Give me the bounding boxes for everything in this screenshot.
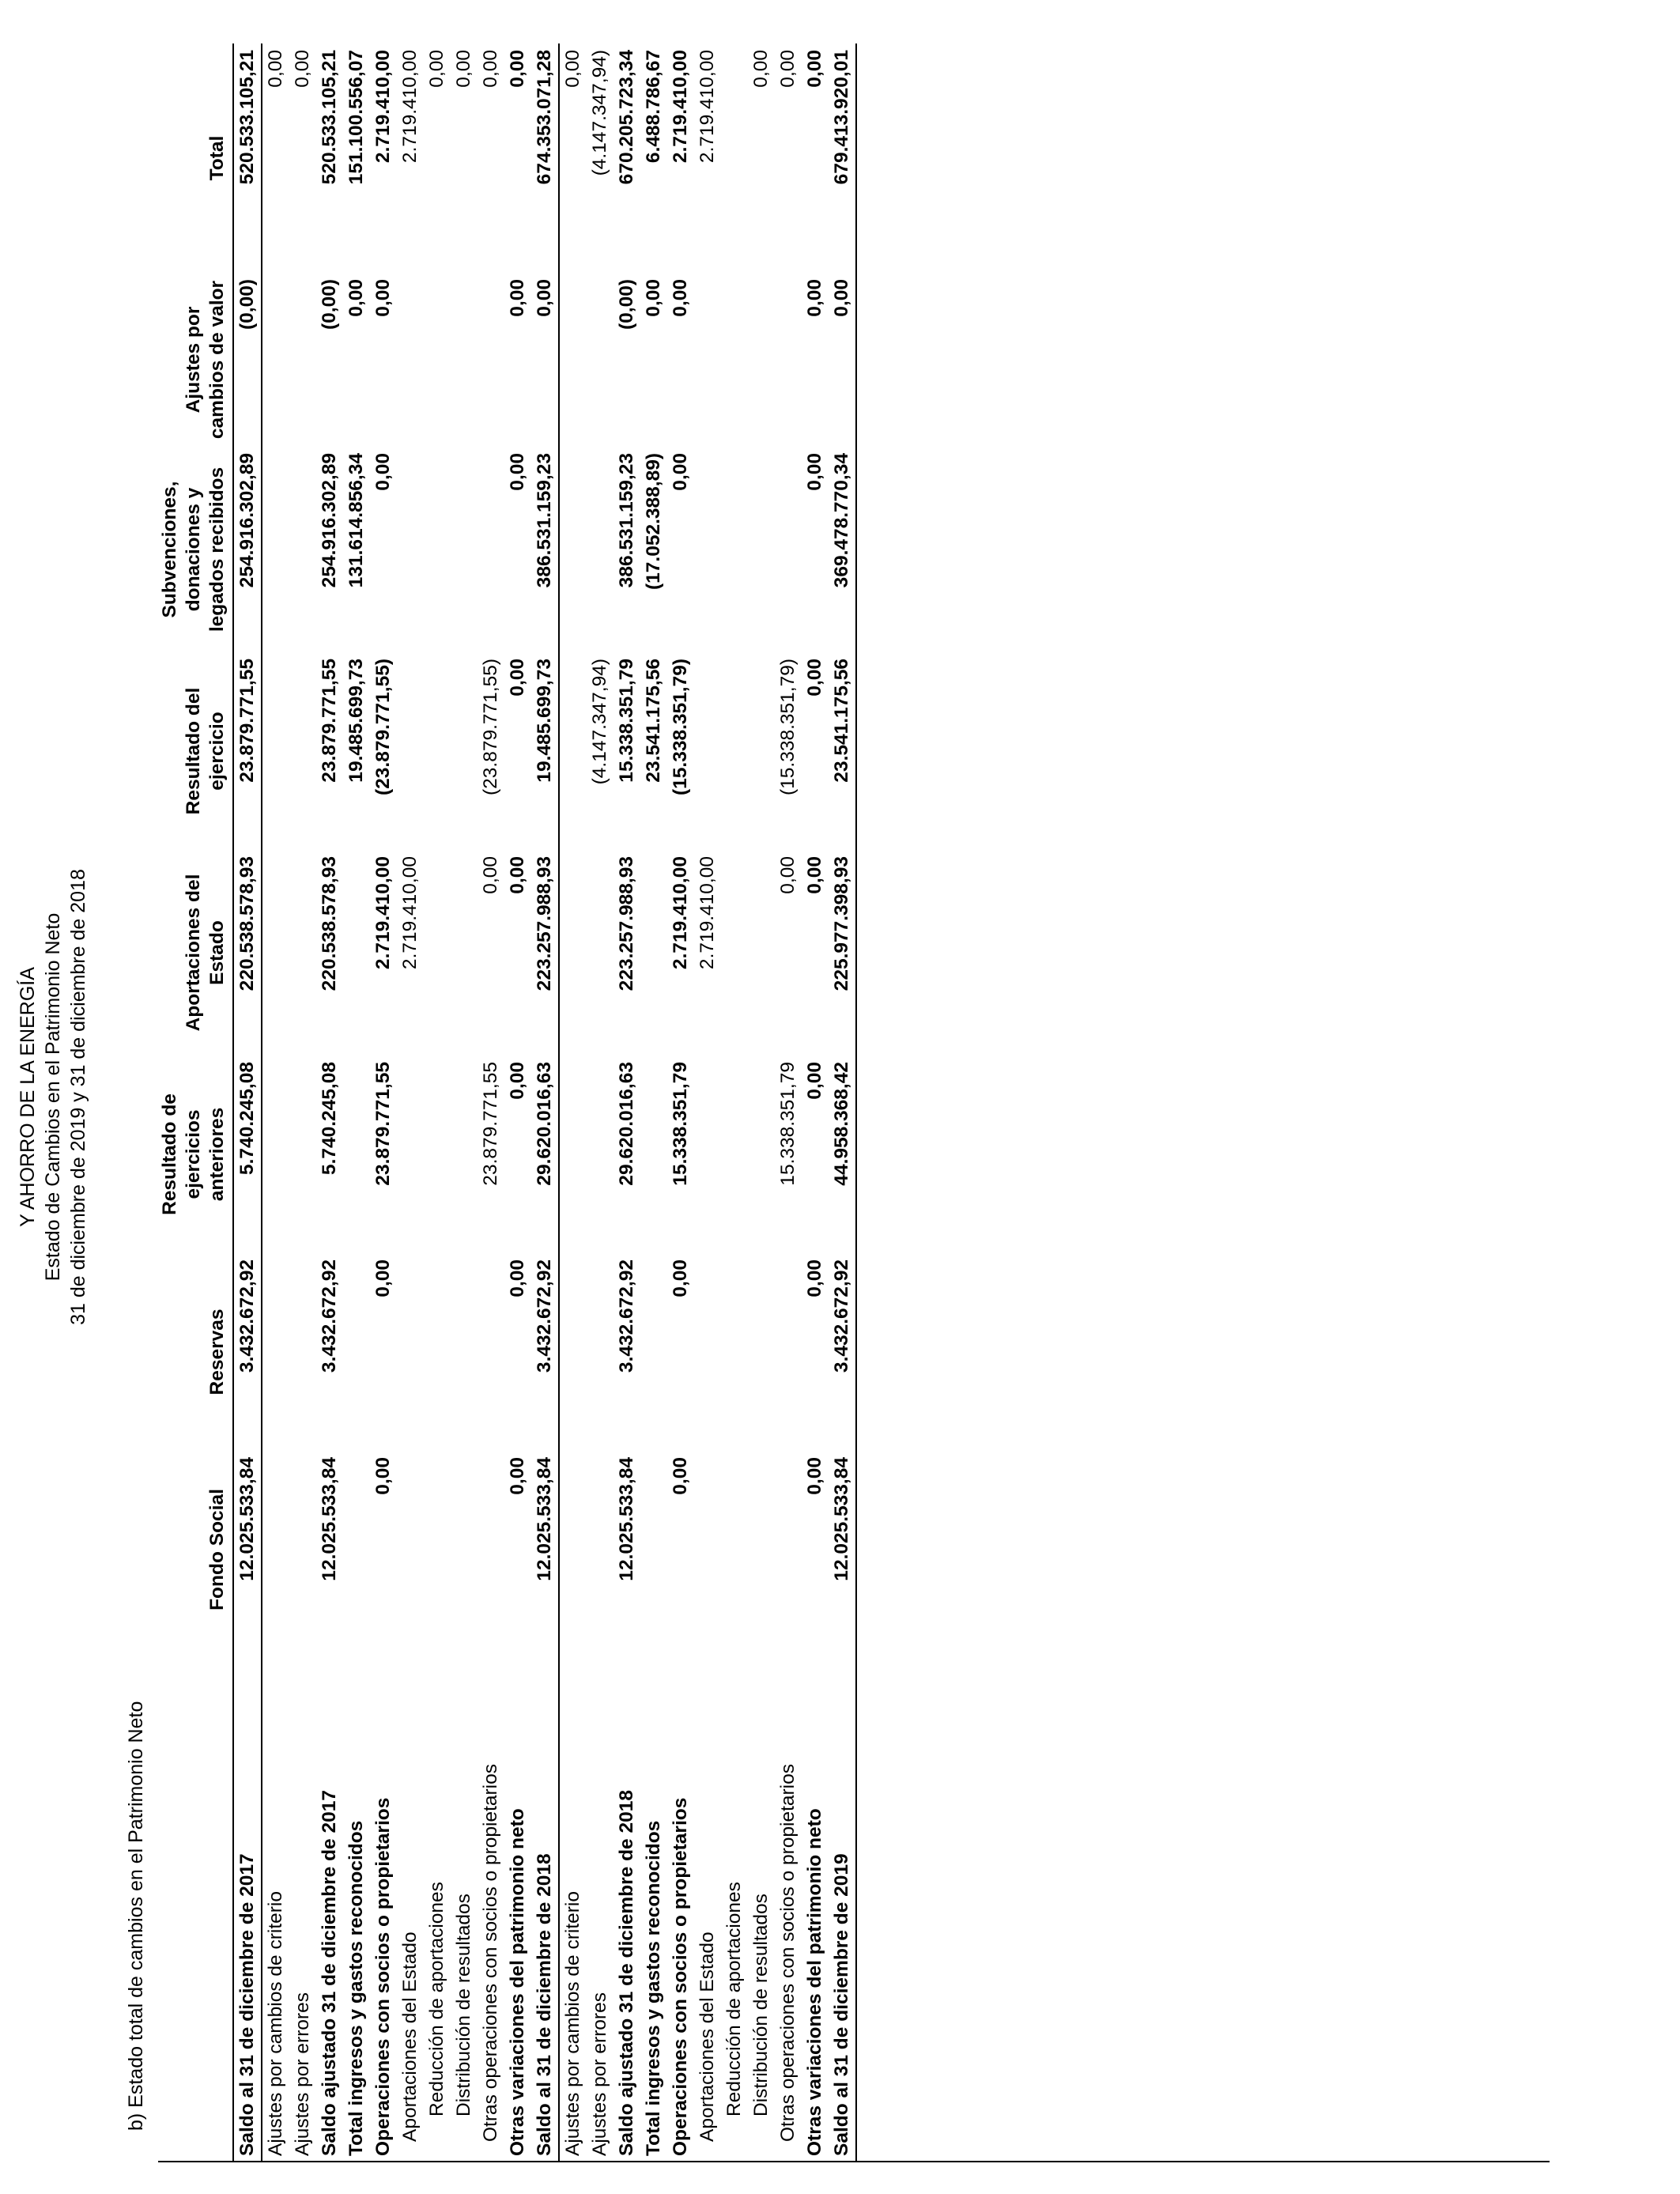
- cell-value: 12.025.533,84: [829, 1451, 856, 1648]
- table-row: [397, 43, 424, 2162]
- cell-value: 0,00: [372, 453, 394, 491]
- cell-value: 23.541.175,56: [643, 659, 664, 783]
- row-label: Otras variaciones del patrimonio neto: [804, 1808, 825, 2156]
- cell-value: (15.338.351,79): [777, 659, 798, 795]
- cell-value: 0,00: [804, 856, 825, 894]
- cell-value: 0,00: [507, 50, 528, 88]
- equity-changes-table: [158, 43, 857, 2162]
- cell-value: [721, 1055, 748, 1253]
- cell-value: (4.147.347,94): [589, 50, 610, 176]
- cell-value: [721, 273, 748, 447]
- cell-value: [721, 447, 748, 652]
- cell-value: [640, 1253, 667, 1451]
- cell-value: [424, 1253, 451, 1451]
- cell-value: 0,00: [804, 50, 825, 88]
- cell-value: 223.257.988,93: [531, 850, 559, 1055]
- cell-value: [775, 447, 802, 652]
- cell-value: [775, 1253, 802, 1451]
- table-row: [424, 43, 451, 2162]
- cell-value: [559, 1055, 587, 1253]
- cell-value: 12.025.533,84: [233, 1451, 262, 1648]
- section-title: b) Estado total de cambios en el Patrimonio Neto: [125, 1701, 147, 2131]
- cell-value: [262, 1055, 289, 1253]
- cell-value: 44.958.368,42: [829, 1055, 856, 1253]
- cell-value: [748, 1253, 775, 1451]
- table-row: [262, 43, 289, 2162]
- row-label: Saldo al 31 de diciembre de 2018: [531, 1648, 559, 2162]
- table-body: [233, 43, 856, 2162]
- table-row: [802, 43, 829, 2162]
- cell-value: (17.052.388,89): [643, 453, 664, 590]
- cell-value: 3.432.672,92: [319, 1259, 340, 1373]
- cell-value: 29.620.016,63: [616, 1062, 637, 1186]
- header-period: 31 de diciembre de 2019 y 31 de diciembre de 2018: [67, 869, 89, 1325]
- table-row: [343, 43, 370, 2162]
- cell-value: 5.740.245,08: [233, 1055, 262, 1253]
- cell-value: 674.353.071,28: [531, 43, 559, 273]
- cell-value: 386.531.159,23: [531, 447, 559, 652]
- row-label: Otras operaciones con socios o propietarios: [480, 1763, 501, 2142]
- cell-value: [289, 1055, 316, 1253]
- cell-value: [343, 1451, 370, 1648]
- cell-value: [451, 1253, 478, 1451]
- cell-value: [694, 1451, 721, 1648]
- cell-value: 29.620.016,63: [531, 1055, 559, 1253]
- cell-value: 12.025.533,84: [616, 1457, 637, 1581]
- cell-value: [587, 1055, 613, 1253]
- cell-value: 254.916.302,89: [233, 447, 262, 652]
- cell-value: 0,00: [804, 453, 825, 491]
- cell-value: [775, 273, 802, 447]
- cell-value: 679.413.920,01: [829, 43, 856, 273]
- table-row: [531, 43, 559, 2162]
- cell-value: 520.533.105,21: [319, 50, 340, 185]
- cell-value: [559, 652, 587, 850]
- cell-value: [640, 1451, 667, 1648]
- cell-value: [721, 43, 748, 273]
- cell-value: (0,00): [233, 273, 262, 447]
- cell-value: (23.879.771,55): [480, 659, 501, 795]
- table-row: [504, 43, 531, 2162]
- cell-value: 0,00: [372, 1457, 394, 1495]
- cell-value: [262, 652, 289, 850]
- table-row: [316, 43, 343, 2162]
- cell-value: 0,00: [670, 1457, 691, 1495]
- cell-value: 220.538.578,93: [319, 856, 340, 991]
- cell-value: [559, 447, 587, 652]
- cell-value: 0,00: [453, 50, 474, 88]
- table-row: [829, 43, 856, 2162]
- cell-value: 23.879.771,55: [319, 659, 340, 783]
- cell-value: [424, 273, 451, 447]
- cell-value: 0,00: [345, 279, 367, 317]
- cell-value: [397, 1451, 424, 1648]
- row-label: Total ingresos y gastos reconocidos: [643, 1820, 664, 2156]
- cell-value: [262, 850, 289, 1055]
- cell-value: [451, 447, 478, 652]
- cell-value: [289, 447, 316, 652]
- table-row: [613, 43, 640, 2162]
- cell-value: [289, 1451, 316, 1648]
- row-label: Ajustes por cambios de criterio: [265, 1891, 286, 2156]
- table-row: [721, 43, 748, 2162]
- cell-value: 386.531.159,23: [616, 453, 637, 588]
- cell-value: 2.719.410,00: [372, 856, 394, 970]
- cell-value: 0,00: [562, 50, 583, 88]
- row-label: Aportaciones del Estado: [399, 1932, 421, 2142]
- cell-value: [748, 447, 775, 652]
- cell-value: 23.879.771,55: [480, 1062, 501, 1186]
- cell-value: 0,00: [804, 279, 825, 317]
- row-label: Distribución de resultados: [750, 1894, 772, 2117]
- cell-value: [640, 850, 667, 1055]
- column-header-subvenciones: Subvenciones, donaciones y legados recibidos: [159, 466, 228, 633]
- cell-value: 12.025.533,84: [319, 1457, 340, 1581]
- cell-value: [343, 1253, 370, 1451]
- cell-value: 15.338.351,79: [670, 1062, 691, 1186]
- cell-value: [640, 1055, 667, 1253]
- cell-value: [424, 447, 451, 652]
- row-label: Aportaciones del Estado: [697, 1932, 718, 2142]
- cell-value: 15.338.351,79: [616, 659, 637, 783]
- table-row: [587, 43, 613, 2162]
- cell-value: (15.338.351,79): [670, 659, 691, 795]
- cell-value: 2.719.410,00: [399, 856, 421, 970]
- cell-value: [289, 273, 316, 447]
- cell-value: 2.719.410,00: [399, 50, 421, 164]
- cell-value: [478, 1451, 504, 1648]
- column-header-fondo-social: Fondo Social: [206, 1489, 228, 1611]
- cell-value: [262, 1451, 289, 1648]
- cell-value: 254.916.302,89: [319, 453, 340, 588]
- cell-value: [721, 652, 748, 850]
- cell-value: (23.879.771,55): [372, 659, 394, 795]
- cell-value: 0,00: [372, 1259, 394, 1297]
- cell-value: 0,00: [804, 1062, 825, 1100]
- cell-value: 0,00: [507, 1062, 528, 1100]
- table-row: [667, 43, 694, 2162]
- cell-value: 12.025.533,84: [531, 1451, 559, 1648]
- cell-value: [451, 1055, 478, 1253]
- cell-value: [748, 273, 775, 447]
- header-statement-title: Estado de Cambios en el Patrimonio Neto: [42, 912, 64, 1282]
- row-label: Reducción de aportaciones: [723, 1882, 745, 2117]
- cell-value: [343, 1055, 370, 1253]
- cell-value: 0,00: [670, 1259, 691, 1297]
- cell-value: [721, 850, 748, 1055]
- cell-value: [559, 1451, 587, 1648]
- cell-value: 19.485.699,73: [531, 652, 559, 850]
- cell-value: (4.147.347,94): [589, 659, 610, 785]
- cell-value: 2.719.410,00: [697, 50, 718, 164]
- cell-value: [478, 1253, 504, 1451]
- cell-value: [478, 447, 504, 652]
- cell-value: [424, 1451, 451, 1648]
- cell-value: [397, 273, 424, 447]
- column-header-resultado-anteriores: Resultado de ejercicios anteriores: [159, 1093, 228, 1215]
- cell-value: [587, 1451, 613, 1648]
- cell-value: 223.257.988,93: [616, 856, 637, 991]
- cell-value: 369.478.770,34: [829, 447, 856, 652]
- cell-value: [262, 273, 289, 447]
- cell-value: [397, 1055, 424, 1253]
- cell-value: [587, 273, 613, 447]
- cell-value: [559, 273, 587, 447]
- cell-value: [748, 850, 775, 1055]
- cell-value: 2.719.410,00: [372, 50, 394, 164]
- cell-value: [289, 652, 316, 850]
- row-label: Otras operaciones con socios o propietarios: [777, 1763, 798, 2142]
- cell-value: 0,00: [804, 1259, 825, 1297]
- row-label: Operaciones con socios o propietarios: [670, 1797, 691, 2156]
- cell-value: [424, 1055, 451, 1253]
- row-label: Ajustes por errores: [292, 1992, 313, 2156]
- cell-value: 2.719.410,00: [670, 856, 691, 970]
- cell-value: 0,00: [643, 279, 664, 317]
- cell-value: 0,00: [777, 856, 798, 894]
- cell-value: 0,00: [426, 50, 447, 88]
- cell-value: 23.541.175,56: [829, 652, 856, 850]
- cell-value: 5.740.245,08: [319, 1062, 340, 1176]
- cell-value: 19.485.699,73: [345, 659, 367, 783]
- cell-value: [451, 273, 478, 447]
- cell-value: [397, 1253, 424, 1451]
- cell-value: 0,00: [507, 856, 528, 894]
- cell-value: [397, 652, 424, 850]
- cell-value: 3.432.672,92: [829, 1253, 856, 1451]
- cell-value: [748, 1451, 775, 1648]
- row-label: Reducción de aportaciones: [426, 1882, 447, 2117]
- cell-value: (0,00): [616, 279, 637, 330]
- row-label: Ajustes por cambios de criterio: [562, 1891, 583, 2156]
- cell-value: 0,00: [507, 1259, 528, 1297]
- cell-value: 0,00: [750, 50, 772, 88]
- cell-value: 0,00: [507, 659, 528, 697]
- table-row: [233, 43, 262, 2162]
- row-label: Ajustes por errores: [589, 1992, 610, 2156]
- cell-value: 3.432.672,92: [531, 1253, 559, 1451]
- row-label: Saldo ajustado 31 de diciembre de 2017: [319, 1790, 340, 2156]
- cell-value: [587, 1253, 613, 1451]
- cell-value: 0,00: [670, 279, 691, 317]
- cell-value: 220.538.578,93: [233, 850, 262, 1055]
- cell-value: 0,00: [804, 1457, 825, 1495]
- row-label: Otras variaciones del patrimonio neto: [507, 1808, 528, 2156]
- cell-value: [694, 652, 721, 850]
- table-row: [694, 43, 721, 2162]
- cell-value: 23.879.771,55: [233, 652, 262, 850]
- table-row: [559, 43, 587, 2162]
- cell-value: [451, 850, 478, 1055]
- cell-value: [748, 1055, 775, 1253]
- column-header-aportaciones-estado: Aportaciones del Estado: [183, 874, 228, 1032]
- cell-value: [289, 850, 316, 1055]
- cell-value: 0,00: [265, 50, 286, 88]
- cell-value: 131.614.856,34: [345, 453, 367, 588]
- row-label: Saldo al 31 de diciembre de 2017: [233, 1648, 262, 2162]
- cell-value: [775, 1451, 802, 1648]
- cell-value: 520.533.105,21: [233, 43, 262, 273]
- cell-value: 0,00: [804, 659, 825, 697]
- cell-value: 3.432.672,92: [616, 1259, 637, 1373]
- column-header-reservas: Reservas: [206, 1308, 228, 1395]
- row-label: Total ingresos y gastos reconocidos: [345, 1820, 367, 2156]
- cell-value: [424, 652, 451, 850]
- table-row: [748, 43, 775, 2162]
- table-row: [775, 43, 802, 2162]
- cell-value: 6.488.786,67: [643, 50, 664, 164]
- column-header-ajustes-valor: Ajustes por cambios de valor: [183, 280, 228, 440]
- cell-value: 0,00: [292, 50, 313, 88]
- row-label: Saldo al 31 de diciembre de 2019: [829, 1648, 856, 2162]
- cell-value: [559, 1253, 587, 1451]
- row-label: Operaciones con socios o propietarios: [372, 1797, 394, 2156]
- cell-value: 0,00: [829, 273, 856, 447]
- table-row: [289, 43, 316, 2162]
- cell-value: [694, 1253, 721, 1451]
- cell-value: [694, 273, 721, 447]
- cell-value: [587, 447, 613, 652]
- cell-value: [424, 850, 451, 1055]
- cell-value: 23.879.771,55: [372, 1062, 394, 1186]
- cell-value: 670.205.723,34: [616, 50, 637, 185]
- cell-value: 15.338.351,79: [777, 1062, 798, 1186]
- column-header-total: Total: [206, 135, 228, 181]
- cell-value: [262, 1253, 289, 1451]
- cell-value: 0,00: [507, 279, 528, 317]
- cell-value: [748, 652, 775, 850]
- cell-value: [451, 652, 478, 850]
- table-row: [451, 43, 478, 2162]
- cell-value: [721, 1451, 748, 1648]
- column-header-resultado-ejercicio: Resultado del ejercicio: [183, 687, 228, 815]
- table-row: [370, 43, 397, 2162]
- cell-value: [694, 1055, 721, 1253]
- cell-value: 2.719.410,00: [697, 856, 718, 970]
- cell-value: 0,00: [480, 50, 501, 88]
- cell-value: [587, 850, 613, 1055]
- table-row: [478, 43, 504, 2162]
- header-entity: Y AHORRO DE LA ENERGÍA: [17, 967, 39, 1227]
- cell-value: 151.100.556,07: [345, 50, 367, 185]
- row-label: Distribución de resultados: [453, 1894, 474, 2117]
- cell-value: 0,00: [777, 50, 798, 88]
- cell-value: 3.432.672,92: [233, 1253, 262, 1451]
- cell-value: [478, 273, 504, 447]
- cell-value: [721, 1253, 748, 1451]
- cell-value: 0,00: [507, 453, 528, 491]
- table-row: [640, 43, 667, 2162]
- cell-value: [451, 1451, 478, 1648]
- cell-value: 0,00: [531, 273, 559, 447]
- cell-value: [694, 447, 721, 652]
- cell-value: 0,00: [480, 856, 501, 894]
- cell-value: [262, 447, 289, 652]
- cell-value: (0,00): [319, 279, 340, 330]
- cell-value: 0,00: [507, 1457, 528, 1495]
- cell-value: [343, 850, 370, 1055]
- cell-value: 0,00: [372, 279, 394, 317]
- row-label: Saldo ajustado 31 de diciembre de 2018: [616, 1790, 637, 2156]
- cell-value: [559, 850, 587, 1055]
- cell-value: [397, 447, 424, 652]
- cell-value: [289, 1253, 316, 1451]
- cell-value: 2.719.410,00: [670, 50, 691, 164]
- cell-value: 0,00: [670, 453, 691, 491]
- column-header-concept: [158, 1648, 233, 2162]
- table-header-row: [158, 43, 233, 2162]
- cell-value: 225.977.398,93: [829, 850, 856, 1055]
